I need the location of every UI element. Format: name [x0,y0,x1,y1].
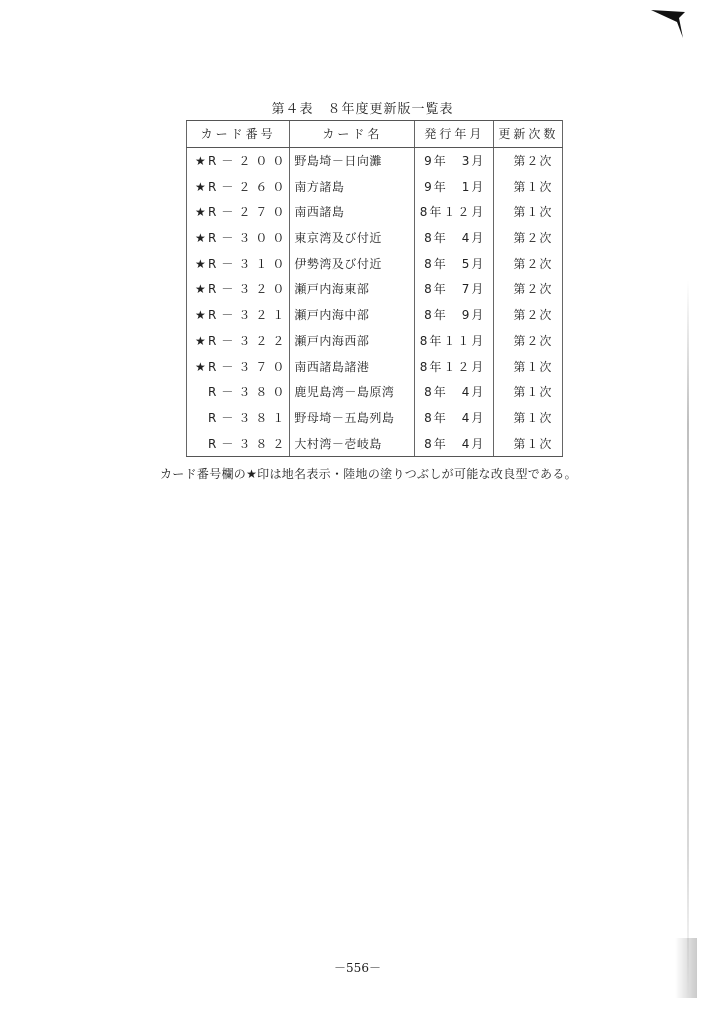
issue-date-cell: 8年 4月 [415,430,494,456]
card-number-cell [187,225,290,251]
table-header-row [187,121,563,148]
update-count-cell: 第１次 [494,199,563,225]
card-number-cell [187,147,290,173]
star-marker: ★ [195,256,206,271]
update-count-cell: 第１次 [494,430,563,456]
issue-date-cell: 8年 4月 [415,379,494,405]
issue-date-cell: 9年 1月 [415,173,494,199]
card-number: R－３２２ [208,333,290,348]
update-count-cell: 第１次 [494,379,563,405]
card-number: R－２６０ [208,179,290,194]
card-name-cell: 大村湾－壱岐島 [290,430,415,456]
update-list-table [186,120,563,457]
header-issue-date: 発行年月 [415,121,494,148]
star-marker: ★ [195,359,206,374]
star-marker: ★ [195,205,206,220]
card-number-cell [187,379,290,405]
card-number-cell [187,353,290,379]
update-count-cell: 第１次 [494,173,563,199]
card-number-cell [187,430,290,456]
card-name-cell: 伊勢湾及び付近 [290,250,415,276]
card-name-cell: 南方諸島 [290,173,415,199]
card-number-cell [187,328,290,354]
star-marker: ★ [195,231,206,246]
header-card-name: カード名 [290,121,415,148]
card-number-cell [187,250,290,276]
table-title: 第４表 ８年度更新版一覧表 [271,102,454,117]
update-count-cell: 第２次 [494,225,563,251]
update-count-cell: 第２次 [494,328,563,354]
update-count-cell: 第２次 [494,250,563,276]
table-row [187,302,563,328]
card-number: R－３２０ [208,282,290,297]
table-row [187,173,563,199]
table-row [187,328,563,354]
table-row [187,147,563,173]
star-marker: ★ [195,154,206,169]
table-row [187,250,563,276]
issue-date-cell: 8年１２月 [415,353,494,379]
header-card-number: カード番号 [187,121,290,148]
update-count-cell: 第１次 [494,405,563,431]
card-name-cell: 野母埼－五島列島 [290,405,415,431]
footnote: カード番号欄の★印は地名表示・陸地の塗りつぶしが可能な改良型である。 [160,467,577,481]
star-marker: ★ [195,308,206,323]
card-name-cell: 瀬戸内海中部 [290,302,415,328]
card-name-cell: 瀬戸内海東部 [290,276,415,302]
card-number: R－３８２ [208,436,290,451]
card-number: R－２００ [208,154,290,169]
issue-date-cell: 9年 3月 [415,147,494,173]
update-count-cell: 第２次 [494,147,563,173]
table-row [187,379,563,405]
card-number: R－３００ [208,231,290,246]
page-number: －556－ [334,961,381,975]
corner-arrow-mark [651,8,687,44]
table-row [187,225,563,251]
card-number: R－３７０ [208,359,290,374]
card-name-cell: 東京湾及び付近 [290,225,415,251]
table-row [187,405,563,431]
table-row [187,199,563,225]
card-number-cell [187,405,290,431]
table-body [187,147,563,456]
card-name-cell: 野島埼－日向灘 [290,147,415,173]
issue-date-cell: 8年１１月 [415,328,494,354]
issue-date-cell: 8年１２月 [415,199,494,225]
issue-date-cell: 8年 7月 [415,276,494,302]
star-marker: ★ [195,282,206,297]
card-number-cell [187,173,290,199]
table-row [187,276,563,302]
card-number: R－３２１ [208,308,290,323]
card-name-cell: 南西諸島 [290,199,415,225]
scan-edge-shadow [687,280,689,1000]
star-marker: ★ [195,179,206,194]
issue-date-cell: 8年 9月 [415,302,494,328]
card-number: R－３８１ [208,410,290,425]
header-update-count: 更新次数 [494,121,563,148]
issue-date-cell: 8年 4月 [415,405,494,431]
star-marker: ★ [195,333,206,348]
card-number-cell [187,302,290,328]
update-count-cell: 第１次 [494,353,563,379]
table-row [187,430,563,456]
card-name-cell: 瀬戸内海西部 [290,328,415,354]
issue-date-cell: 8年 4月 [415,225,494,251]
card-number: R－３１０ [208,256,290,271]
card-number: R－３８０ [208,385,290,400]
card-number-cell [187,199,290,225]
card-name-cell: 鹿児島湾－島原湾 [290,379,415,405]
update-count-cell: 第２次 [494,302,563,328]
card-number: R－２７０ [208,205,290,220]
card-name-cell: 南西諸島諸港 [290,353,415,379]
update-count-cell: 第２次 [494,276,563,302]
table-row [187,353,563,379]
card-number-cell [187,276,290,302]
issue-date-cell: 8年 5月 [415,250,494,276]
